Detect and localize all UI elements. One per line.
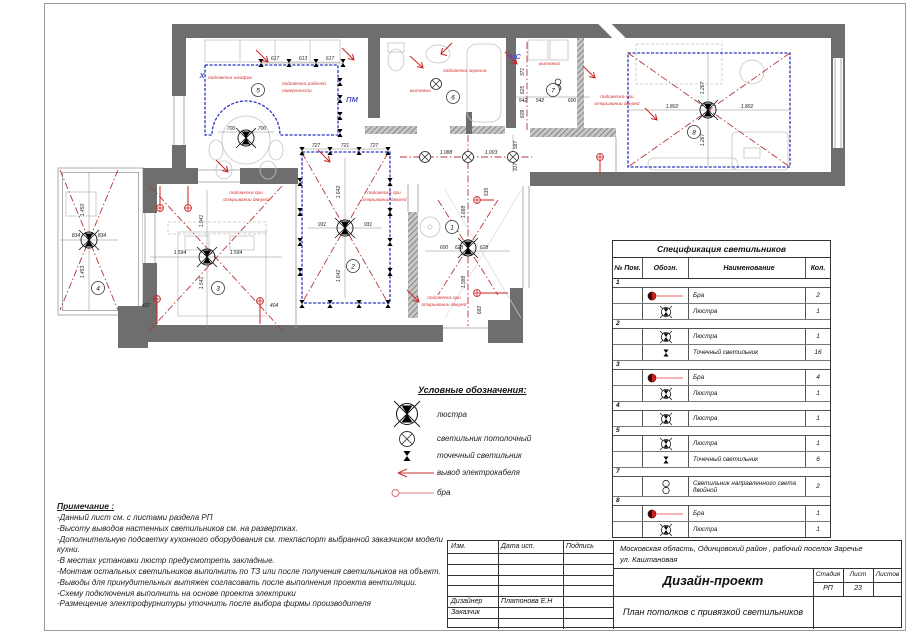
legend-icons xyxy=(390,383,436,508)
spec-row: Люстра 1 xyxy=(613,329,830,345)
tb-sign-label: Подпись xyxy=(566,543,594,550)
spec-group-row: 2 xyxy=(613,320,830,329)
ceiling-light-icon xyxy=(463,152,474,163)
chandelier-icon xyxy=(658,387,674,401)
dim-label: 721 xyxy=(340,143,350,149)
spec-row: Люстра 1 xyxy=(613,522,830,537)
tb-sheet-label: Лист xyxy=(849,571,867,578)
legend-item-label: бра xyxy=(437,488,451,497)
tb-date-label: Дата исп. xyxy=(501,543,535,550)
room-number: 4 xyxy=(96,285,100,293)
plan-annotation: вытяжка xyxy=(539,62,560,67)
spec-row: Точечный светильник 6 xyxy=(613,452,830,468)
plan-annotation: подсветка зеркала xyxy=(443,69,487,74)
legend-item-label: люстра xyxy=(437,410,467,419)
spec-group-row: 8 xyxy=(613,497,830,506)
dim-label: 1.267 xyxy=(700,81,706,95)
dim-label: 1.594 xyxy=(173,250,187,256)
dim-label: 628 xyxy=(454,245,464,251)
spec-col-num: № Пом. xyxy=(613,258,643,278)
dim-label: 1.450 xyxy=(80,203,86,217)
dim-label: 317 xyxy=(513,162,519,172)
spec-row: Светильник направленного света двойной 2 xyxy=(613,477,830,497)
spec-row: Точечный светильник 16 xyxy=(613,345,830,361)
dim-label: 931 xyxy=(363,222,373,228)
sconce-icon xyxy=(646,509,686,519)
spec-row: Бра 4 xyxy=(613,370,830,386)
dim-label: 437 xyxy=(141,303,151,309)
tb-sheets-label: Листов xyxy=(875,571,900,578)
tb-doc-title: План потолков с привязкой светильников xyxy=(622,607,804,617)
spec-col-qty: Кол. xyxy=(810,264,826,272)
note-line: -Размещение электрофурнитуры уточнить после выбора фирмы производителя xyxy=(57,599,371,609)
legend-item-label: точечный светильник xyxy=(437,451,522,460)
tb-designer-label: Дизайнер xyxy=(451,598,483,605)
note-line: -Монтаж остальных светильников выполнить по ТЗ или после получения светильников на объект. xyxy=(57,566,441,576)
legend xyxy=(390,383,615,508)
dim-label: 609 xyxy=(520,109,526,119)
sconce-icon xyxy=(646,373,686,383)
dim-label: 931 xyxy=(317,222,327,228)
chandelier-icon xyxy=(394,401,420,427)
tb-project-title: Дизайн-проект xyxy=(662,573,764,588)
bathtub xyxy=(467,44,501,122)
plan-annotation: подсветка рабочей xyxy=(282,82,326,87)
legend-title: Условные обозначения: xyxy=(418,385,527,395)
note-line: -В местах установки люстр предусмотреть закладные. xyxy=(57,556,275,566)
zone-label: МС xyxy=(509,52,521,61)
ceiling-light-icon xyxy=(420,152,431,163)
legend-item-label: вывод электрокабеля xyxy=(437,468,520,477)
spec-group-row: 5 xyxy=(613,427,830,436)
dim-label: 1.267 xyxy=(700,133,706,147)
room-number: 8 xyxy=(692,129,696,137)
directional-light-icon xyxy=(662,479,670,495)
bed xyxy=(178,232,266,316)
notes xyxy=(57,501,457,610)
room-number: 3 xyxy=(216,285,220,293)
plan-annotation: открывании дверей xyxy=(361,198,407,203)
plan-annotation: открывании дверей xyxy=(421,303,467,308)
sconce-icon xyxy=(646,291,686,301)
dim-label: 625 xyxy=(520,85,526,95)
cable-output-icon xyxy=(398,469,434,477)
tb-designer-name: Платонова Е.Н xyxy=(501,598,553,605)
dim-label: 1.642 xyxy=(336,185,342,199)
spec-row: Люстра 1 xyxy=(613,411,830,427)
dim-label: 1.541 xyxy=(199,276,205,290)
chandelier-icon xyxy=(658,437,674,451)
note-line: кухни. xyxy=(57,545,80,555)
chandelier-icon xyxy=(658,523,674,537)
point-light-icon xyxy=(662,347,670,359)
point-light-icon xyxy=(662,454,670,466)
note-line: -Выводы для принудительных вытяжек согласовать после выполнения проекта вентиляции. xyxy=(57,577,417,587)
room-number: 1 xyxy=(450,224,454,232)
room-number: 7 xyxy=(551,87,555,95)
spec-group-row: 3 xyxy=(613,361,830,370)
chandelier-icon xyxy=(658,412,674,426)
ceiling-light-icon xyxy=(400,432,415,447)
plan-annotation: открывании дверей xyxy=(223,198,269,203)
spec-title: Спецификация светильников xyxy=(613,241,830,258)
dim-label: 1.594 xyxy=(229,250,243,256)
plan-annotation: подсветка при xyxy=(229,191,263,196)
spec-col-name: Наименование xyxy=(689,258,806,278)
chandelier-icon xyxy=(658,330,674,344)
tb-stage-value: РП xyxy=(823,585,833,592)
tb-stage-label: Стадия xyxy=(815,571,841,578)
spec-col-sym: Обозн. xyxy=(643,258,689,278)
zone-label: X xyxy=(199,71,205,80)
plan-annotation: подсветка при xyxy=(427,296,461,301)
dim-label: 1.088 xyxy=(439,150,453,156)
room-number: 6 xyxy=(451,94,455,102)
tb-sheet-number: 23 xyxy=(854,585,862,592)
dim-label: 1.802 xyxy=(740,104,754,110)
spec-row: Бра 2 xyxy=(613,288,830,304)
dim-label: 613 xyxy=(298,56,308,62)
chandelier-icon xyxy=(658,305,674,319)
tb-address-line1: Московская область, Одинцовский район , рабочий поселок Заречье xyxy=(620,544,863,553)
dim-label: 682 xyxy=(477,305,483,315)
spec-row: Люстра 1 xyxy=(613,386,830,402)
dim-label: 600 xyxy=(439,245,449,251)
dim-label: 727 xyxy=(311,143,321,149)
notes-title: Примечание : xyxy=(57,501,115,511)
spec-group-row: 7 xyxy=(613,468,830,477)
dim-label: 628 xyxy=(479,245,489,251)
note-line: -Данный лист см. с листами раздела РП xyxy=(57,513,213,522)
spec-table xyxy=(612,240,831,538)
plan-annotation: подсветка при xyxy=(367,191,401,196)
dim-label: 834 xyxy=(71,233,81,239)
dim-label: 1.688 xyxy=(461,205,467,219)
dim-label: 700 xyxy=(257,126,267,132)
plan-annotation: подсветка шкафов xyxy=(208,76,252,81)
note-line: -Дополнительную подсветку кухонного оборудования см. техпаспорт выбранной заказчиком модели xyxy=(57,534,443,544)
ceiling-light-icon xyxy=(431,79,442,90)
point-light-icon xyxy=(404,451,411,461)
spec-group-row: 1 xyxy=(613,279,830,288)
plan-annotation: вытяжка xyxy=(410,89,431,94)
dim-label: 834 xyxy=(97,233,107,239)
plan-annotation: поверхности xyxy=(282,89,312,94)
room-number: 2 xyxy=(351,263,355,271)
dim-label: 404 xyxy=(269,303,279,309)
dim-label: 617 xyxy=(270,56,280,62)
tb-address-line2: ул. Каштановая xyxy=(620,555,678,564)
tb-izm-label: Изм. xyxy=(451,543,466,550)
note-line: -Схему подключения выполнить на основе проекта электрики xyxy=(57,588,296,598)
legend-item-label: светильник потолочный xyxy=(437,434,532,443)
dim-label: 600 xyxy=(567,98,577,104)
dim-label: 1.453 xyxy=(80,265,86,279)
dim-label: 371 xyxy=(520,67,526,77)
sconce-icon xyxy=(392,490,434,497)
spec-header-row xyxy=(613,258,830,279)
dim-label: 727 xyxy=(369,143,379,149)
dim-label: 542 xyxy=(535,98,545,104)
spec-row: Бра 1 xyxy=(613,506,830,522)
ceiling-light-icon xyxy=(508,152,519,163)
title-block xyxy=(447,540,902,628)
dim-label: 617 xyxy=(325,56,335,62)
dim-label: 587 xyxy=(513,140,519,150)
spec-group-row: 4 xyxy=(613,402,830,411)
tb-client-label: Заказчик xyxy=(451,609,480,616)
chandelier-icon xyxy=(236,128,256,148)
spec-row: Люстра 1 xyxy=(613,436,830,452)
dim-label: 1.941 xyxy=(199,214,205,228)
sink xyxy=(426,45,450,63)
note-line: -Высоту выводов настенных светильников см. на развертках. xyxy=(57,523,298,533)
dim-label: 1.802 xyxy=(665,104,679,110)
dim-label: 700 xyxy=(226,126,236,132)
spec-row: Люстра 1 xyxy=(613,304,830,320)
dim-label: 1.642 xyxy=(336,269,342,283)
dim-label: 535 xyxy=(484,187,490,197)
dim-label: 1.588 xyxy=(461,275,467,289)
room-number: 5 xyxy=(256,87,260,95)
dim-label: 542 xyxy=(518,98,528,104)
zone-label: ПМ xyxy=(346,95,358,104)
dim-label: 1.003 xyxy=(484,150,498,156)
plan-annotation: открывании дверей xyxy=(594,102,640,107)
plan-annotation: подсветка при xyxy=(600,95,634,100)
